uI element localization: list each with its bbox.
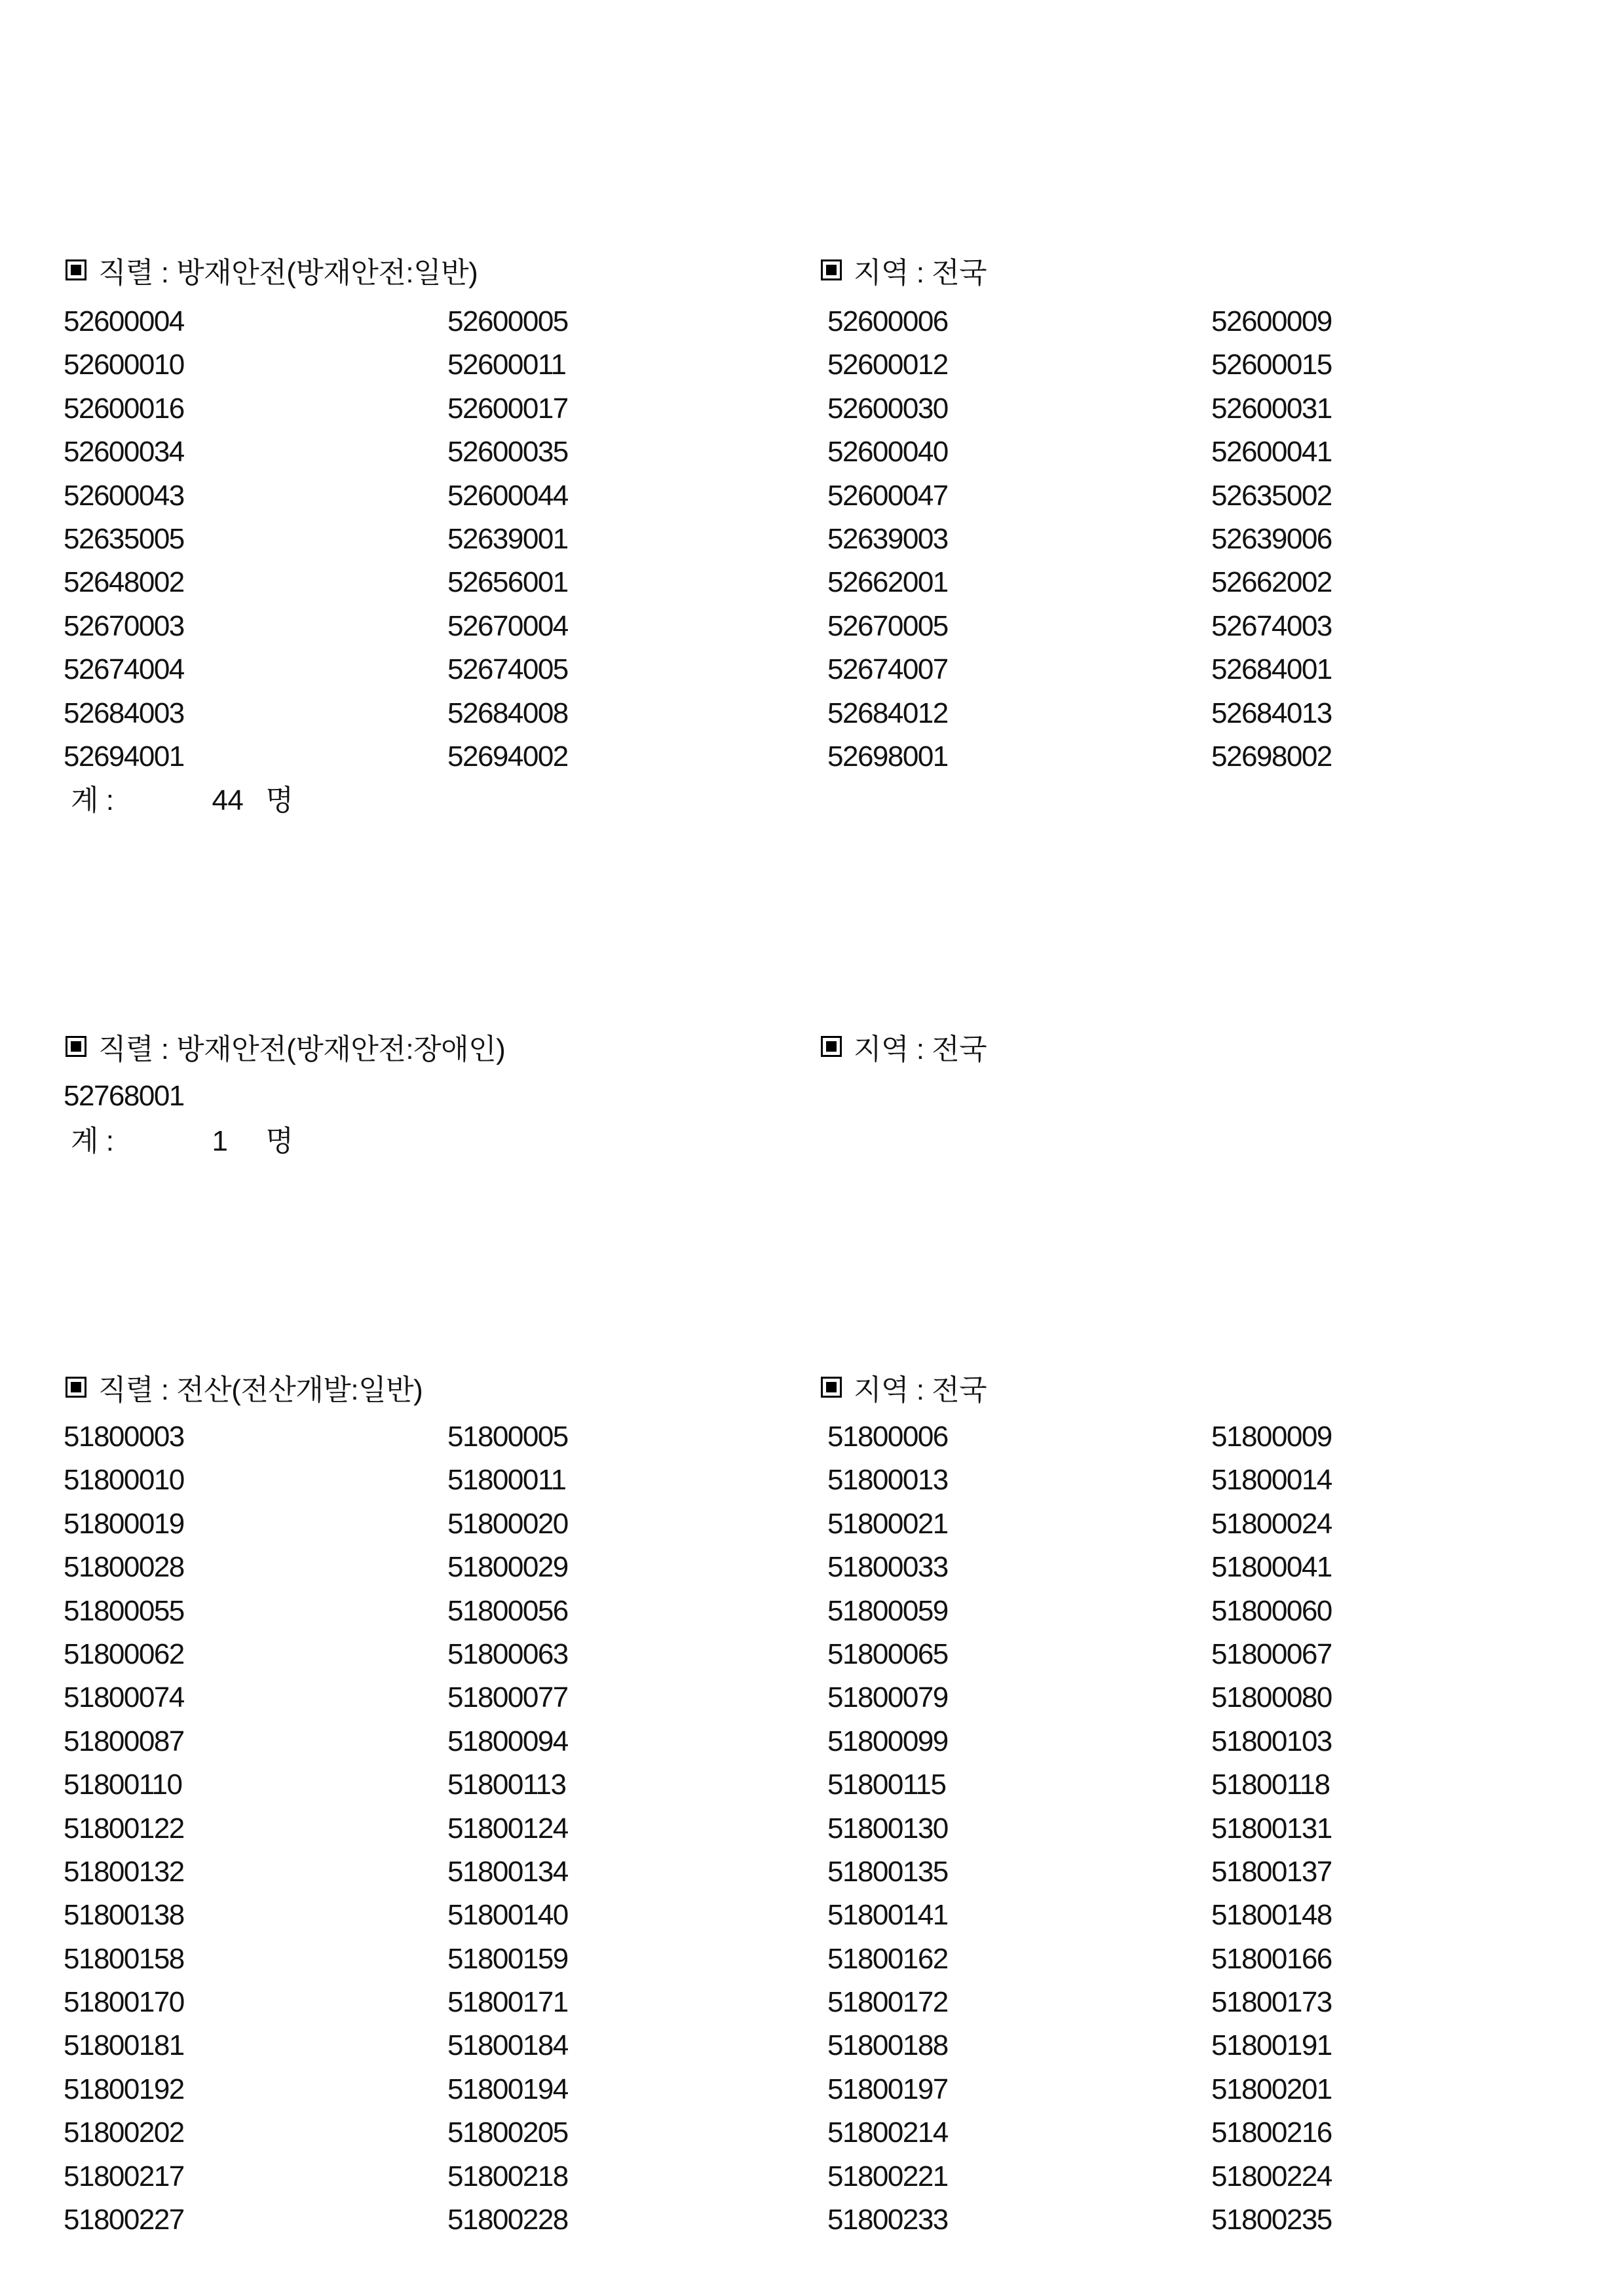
candidate-number: 52684001 xyxy=(1211,653,1332,686)
filled-square-inner xyxy=(71,1041,81,1052)
total-unit-label: 명 xyxy=(265,784,293,816)
candidate-number: 52639001 xyxy=(447,522,568,555)
candidate-number: 51800159 xyxy=(447,1942,568,1975)
candidate-number: 51800166 xyxy=(1211,1942,1332,1975)
candidate-number: 51800059 xyxy=(827,1594,948,1627)
candidate-number: 52600017 xyxy=(447,392,568,425)
candidate-number: 52694002 xyxy=(447,740,568,773)
candidate-number: 51800055 xyxy=(64,1594,184,1627)
region-header-label: 지역 : 전국 xyxy=(854,1033,987,1065)
candidate-number: 51800041 xyxy=(1211,1551,1332,1584)
filled-square-inner xyxy=(71,265,81,275)
filled-square-bullet-icon xyxy=(66,259,86,280)
candidate-number: 52648002 xyxy=(64,566,184,599)
candidate-number: 51800148 xyxy=(1211,1899,1332,1932)
candidate-number: 51800060 xyxy=(1211,1594,1332,1627)
candidate-number: 51800181 xyxy=(64,2029,184,2062)
total-unit-label: 명 xyxy=(265,1125,293,1157)
region-header-label: 지역 : 전국 xyxy=(854,257,987,289)
filled-square-inner xyxy=(826,265,837,275)
candidate-number: 51800158 xyxy=(64,1942,184,1975)
candidate-number: 52600030 xyxy=(827,392,948,425)
candidate-number: 51800201 xyxy=(1211,2073,1332,2105)
region-header-label: 지역 : 전국 xyxy=(854,1374,987,1406)
candidate-number: 51800214 xyxy=(827,2116,948,2149)
candidate-number: 52674005 xyxy=(447,653,568,686)
candidate-number: 51800227 xyxy=(64,2204,184,2236)
category-header-label: 직렬 : 전산(전산개발:일반) xyxy=(98,1374,423,1406)
candidate-number: 51800006 xyxy=(827,1421,948,1453)
filled-square-bullet-icon xyxy=(66,1377,86,1398)
candidate-number: 51800029 xyxy=(447,1551,568,1584)
candidate-number: 51800191 xyxy=(1211,2029,1332,2062)
candidate-number: 52600043 xyxy=(64,479,184,512)
candidate-number: 51800132 xyxy=(64,1855,184,1888)
candidate-number: 51800184 xyxy=(447,2029,568,2062)
candidate-number: 52674007 xyxy=(827,653,948,686)
candidate-number: 51800080 xyxy=(1211,1681,1332,1714)
category-header xyxy=(66,1029,505,1063)
candidate-number: 52662001 xyxy=(827,566,948,599)
candidate-number: 51800194 xyxy=(447,2073,568,2105)
filled-square-bullet-icon xyxy=(66,1036,86,1057)
candidate-number: 51800162 xyxy=(827,1942,948,1975)
filled-square-inner xyxy=(826,1382,837,1392)
candidate-number: 51800235 xyxy=(1211,2204,1332,2236)
filled-square-inner xyxy=(71,1382,81,1392)
candidate-number: 51800077 xyxy=(447,1681,568,1714)
candidate-number: 51800110 xyxy=(64,1769,182,1801)
candidate-number: 52768001 xyxy=(64,1080,184,1112)
candidate-number: 52656001 xyxy=(447,566,568,599)
total-row xyxy=(71,784,293,818)
candidate-number: 51800135 xyxy=(827,1855,948,1888)
candidate-number: 51800056 xyxy=(447,1594,568,1627)
candidate-number: 51800011 xyxy=(447,1464,566,1497)
candidate-number: 51800233 xyxy=(827,2204,948,2236)
candidate-number: 51800028 xyxy=(64,1551,184,1584)
category-header xyxy=(66,1370,423,1404)
candidate-number: 51800021 xyxy=(827,1507,948,1540)
candidate-number: 52684012 xyxy=(827,697,948,729)
filled-square-bullet-icon xyxy=(821,259,842,280)
candidate-number: 51800094 xyxy=(447,1725,568,1757)
candidate-number: 51800131 xyxy=(1211,1812,1332,1845)
candidate-number: 51800024 xyxy=(1211,1507,1332,1540)
candidate-number: 51800224 xyxy=(1211,2160,1332,2192)
candidate-number: 51800067 xyxy=(1211,1637,1332,1670)
candidate-number: 52684013 xyxy=(1211,697,1332,729)
category-header-label: 직렬 : 방재안전(방재안전:장애인) xyxy=(98,1033,506,1065)
candidate-number: 51800118 xyxy=(1211,1769,1330,1801)
candidate-number: 52600047 xyxy=(827,479,948,512)
candidate-number: 52600031 xyxy=(1211,392,1332,425)
candidate-number: 51800103 xyxy=(1211,1725,1332,1757)
candidate-number: 52694001 xyxy=(64,740,184,773)
candidate-number: 51800140 xyxy=(447,1899,568,1932)
candidate-number: 51800192 xyxy=(64,2073,184,2105)
candidate-number: 52600044 xyxy=(447,479,568,512)
candidate-number: 52674003 xyxy=(1211,609,1332,642)
candidate-number: 51800138 xyxy=(64,1899,184,1932)
candidate-number: 52600012 xyxy=(827,349,948,381)
candidate-number: 51800079 xyxy=(827,1681,948,1714)
candidate-number: 51800188 xyxy=(827,2029,948,2062)
candidate-number: 52600005 xyxy=(447,305,568,337)
total-label: 계 : xyxy=(71,784,114,816)
candidate-number: 51800137 xyxy=(1211,1855,1332,1888)
region-header xyxy=(821,253,987,287)
candidate-number: 52600006 xyxy=(827,305,948,337)
candidate-number: 51800003 xyxy=(64,1421,184,1453)
total-label: 계 : xyxy=(71,1125,114,1157)
candidate-number: 51800172 xyxy=(827,1986,948,2019)
candidate-number: 51800062 xyxy=(64,1637,184,1670)
candidate-number: 51800122 xyxy=(64,1812,184,1845)
candidate-number: 52600035 xyxy=(447,436,568,469)
candidate-number: 51800033 xyxy=(827,1551,948,1584)
candidate-number: 52684008 xyxy=(447,697,568,729)
candidate-number: 52600011 xyxy=(447,349,566,381)
candidate-number: 51800173 xyxy=(1211,1986,1332,2019)
candidate-number: 51800014 xyxy=(1211,1464,1332,1497)
candidate-number: 52662002 xyxy=(1211,566,1332,599)
candidate-number: 52698001 xyxy=(827,740,948,773)
region-header xyxy=(821,1370,987,1404)
candidate-number: 52600034 xyxy=(64,436,184,469)
candidate-number: 52674004 xyxy=(64,653,184,686)
candidate-number: 51800202 xyxy=(64,2116,184,2149)
candidate-number: 52670004 xyxy=(447,609,568,642)
candidate-number: 51800205 xyxy=(447,2116,568,2149)
candidate-number: 51800130 xyxy=(827,1812,948,1845)
filled-square-bullet-icon xyxy=(821,1377,842,1398)
candidate-number: 52670005 xyxy=(827,609,948,642)
candidate-number: 52639006 xyxy=(1211,522,1332,555)
candidate-number: 51800020 xyxy=(447,1507,568,1540)
candidate-number: 51800141 xyxy=(827,1899,948,1932)
category-header-label: 직렬 : 방재안전(방재안전:일반) xyxy=(98,257,478,289)
candidate-number: 52639003 xyxy=(827,522,948,555)
region-header xyxy=(821,1029,987,1063)
candidate-number: 51800013 xyxy=(827,1464,948,1497)
candidate-number: 51800074 xyxy=(64,1681,184,1714)
filled-square-bullet-icon xyxy=(821,1036,842,1057)
candidate-number: 51800113 xyxy=(447,1769,566,1801)
candidate-number: 51800065 xyxy=(827,1637,948,1670)
candidate-number: 52698002 xyxy=(1211,740,1332,773)
category-header xyxy=(66,253,478,287)
candidate-number: 52600004 xyxy=(64,305,184,337)
candidate-number: 51800171 xyxy=(447,1986,568,2019)
candidate-number: 52600040 xyxy=(827,436,948,469)
candidate-number: 51800115 xyxy=(827,1769,946,1801)
candidate-number: 51800010 xyxy=(64,1464,184,1497)
filled-square-inner xyxy=(826,1041,837,1052)
candidate-number: 52600015 xyxy=(1211,349,1332,381)
candidate-number: 52600009 xyxy=(1211,305,1332,337)
candidate-number: 51800228 xyxy=(447,2204,568,2236)
candidate-number: 52635005 xyxy=(64,522,184,555)
candidate-number: 51800019 xyxy=(64,1507,184,1540)
candidate-number: 51800197 xyxy=(827,2073,948,2105)
candidate-number: 52635002 xyxy=(1211,479,1332,512)
candidate-number: 51800170 xyxy=(64,1986,184,2019)
total-count: 1 xyxy=(212,1125,228,1157)
candidate-number: 51800221 xyxy=(827,2160,948,2192)
candidate-number-grid xyxy=(64,1415,1429,2242)
candidate-number: 51800005 xyxy=(447,1421,568,1453)
candidate-number-grid xyxy=(64,300,1429,778)
candidate-number: 52600016 xyxy=(64,392,184,425)
total-count: 44 xyxy=(212,784,244,816)
candidate-number: 51800099 xyxy=(827,1725,948,1757)
candidate-number: 51800218 xyxy=(447,2160,568,2192)
candidate-number: 51800063 xyxy=(447,1637,568,1670)
candidate-number: 51800216 xyxy=(1211,2116,1332,2149)
candidate-number-grid xyxy=(64,1073,1429,1119)
candidate-number: 51800124 xyxy=(447,1812,568,1845)
candidate-number: 52600010 xyxy=(64,349,184,381)
total-row xyxy=(71,1124,293,1158)
candidate-number: 51800217 xyxy=(64,2160,184,2192)
candidate-number: 52670003 xyxy=(64,609,184,642)
candidate-number: 52600041 xyxy=(1211,436,1332,469)
candidate-number: 52684003 xyxy=(64,697,184,729)
candidate-number: 51800009 xyxy=(1211,1421,1332,1453)
candidate-number: 51800134 xyxy=(447,1855,568,1888)
candidate-number: 51800087 xyxy=(64,1725,184,1757)
